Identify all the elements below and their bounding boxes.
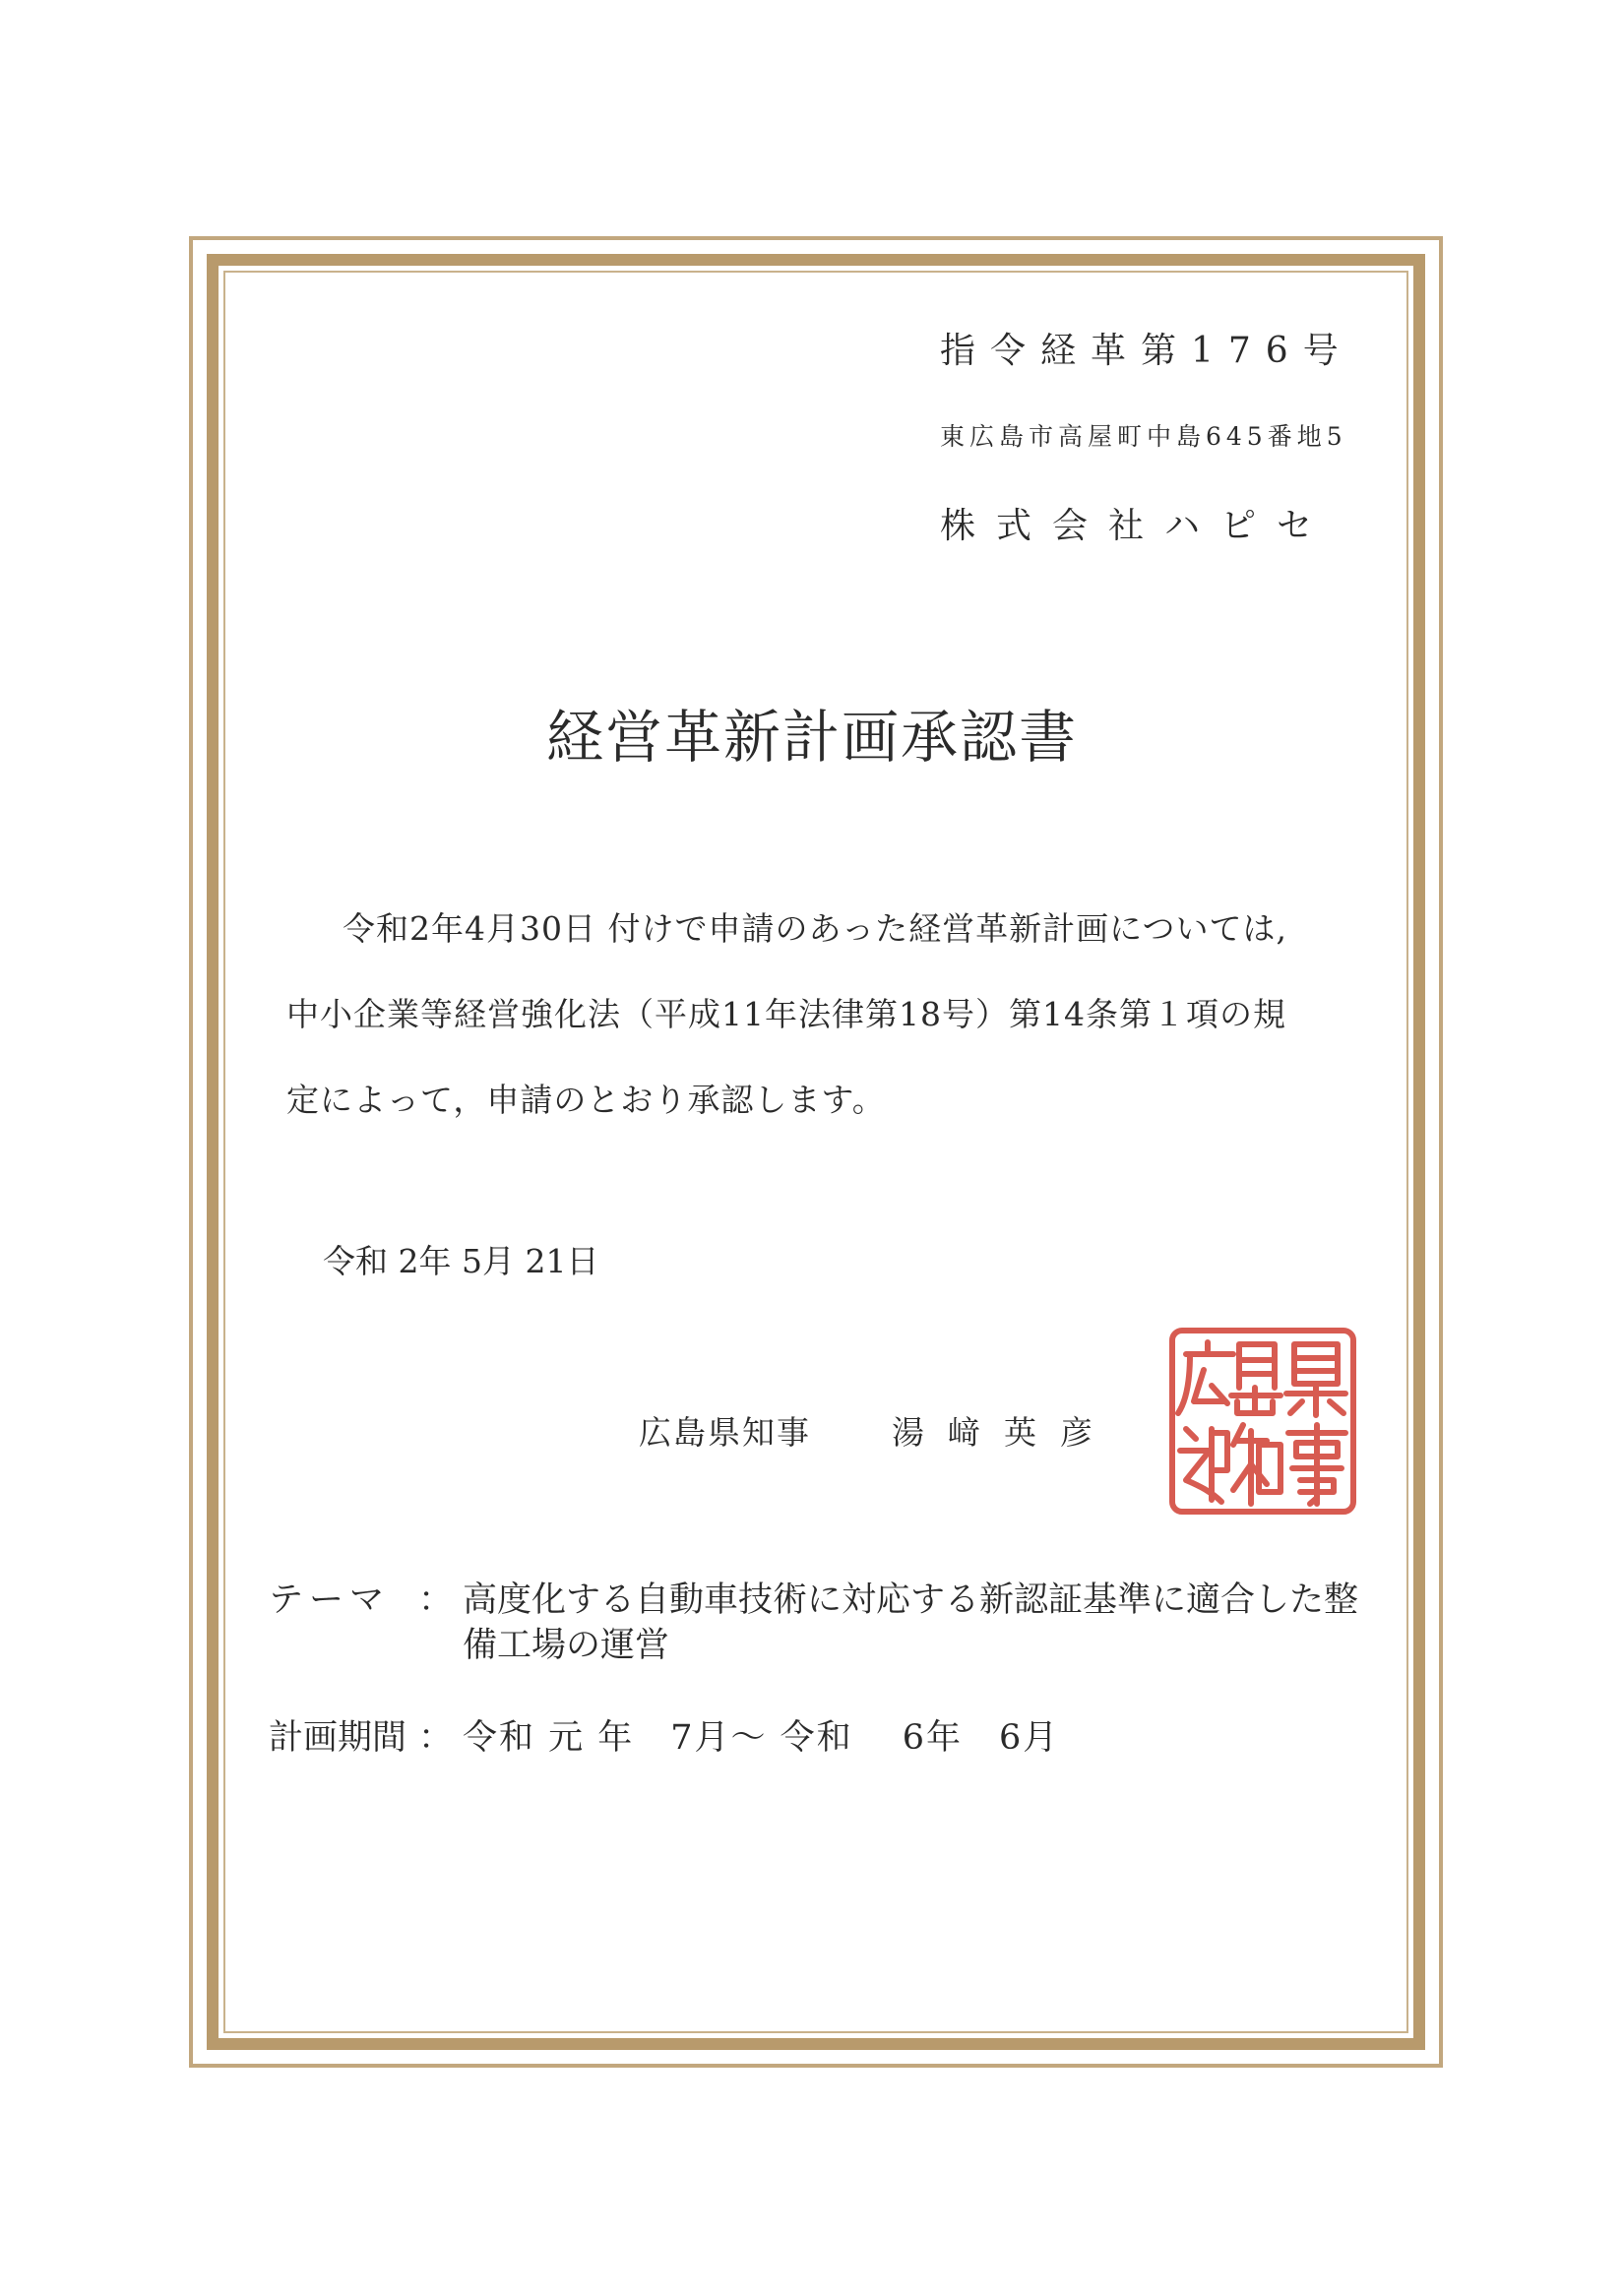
body-line-1: 令和2年4月30日 付けで申請のあった経営革新計画については, bbox=[343, 909, 1287, 948]
issue-date: 令和 2年 5月 21日 bbox=[323, 1242, 599, 1280]
theme-colon: ： bbox=[418, 1581, 454, 1620]
body-line-2: 中小企業等経営強化法（平成11年法律第18号）第14条第１項の規 bbox=[286, 995, 1286, 1033]
official-seal bbox=[1164, 1323, 1361, 1519]
theme-label: テーマ bbox=[269, 1581, 391, 1620]
signatory-title: 広島県知事 bbox=[639, 1413, 811, 1452]
plan-period-label: 計画期間 bbox=[269, 1718, 407, 1758]
company-name: 株式会社ハピセ bbox=[940, 506, 1334, 546]
company-address: 東広島市高屋町中島645番地5 bbox=[940, 422, 1347, 451]
theme-text-line-2: 備工場の運営 bbox=[463, 1626, 670, 1665]
document-title: 経営革新計画承認書 bbox=[545, 704, 1078, 771]
theme-text-line-1: 高度化する自動車技術に対応する新認証基準に適合した整 bbox=[463, 1581, 1359, 1620]
signatory-name: 湯﨑英彦 bbox=[892, 1413, 1116, 1452]
plan-period-value: 令和 元 年 7月～ 令和 6年 6月 bbox=[463, 1718, 1060, 1758]
reference-number: 指令経革第176号 bbox=[940, 331, 1353, 371]
plan-period-colon: ： bbox=[418, 1718, 454, 1758]
body-line-3: 定によって，申請のとおり承認します。 bbox=[286, 1081, 886, 1119]
